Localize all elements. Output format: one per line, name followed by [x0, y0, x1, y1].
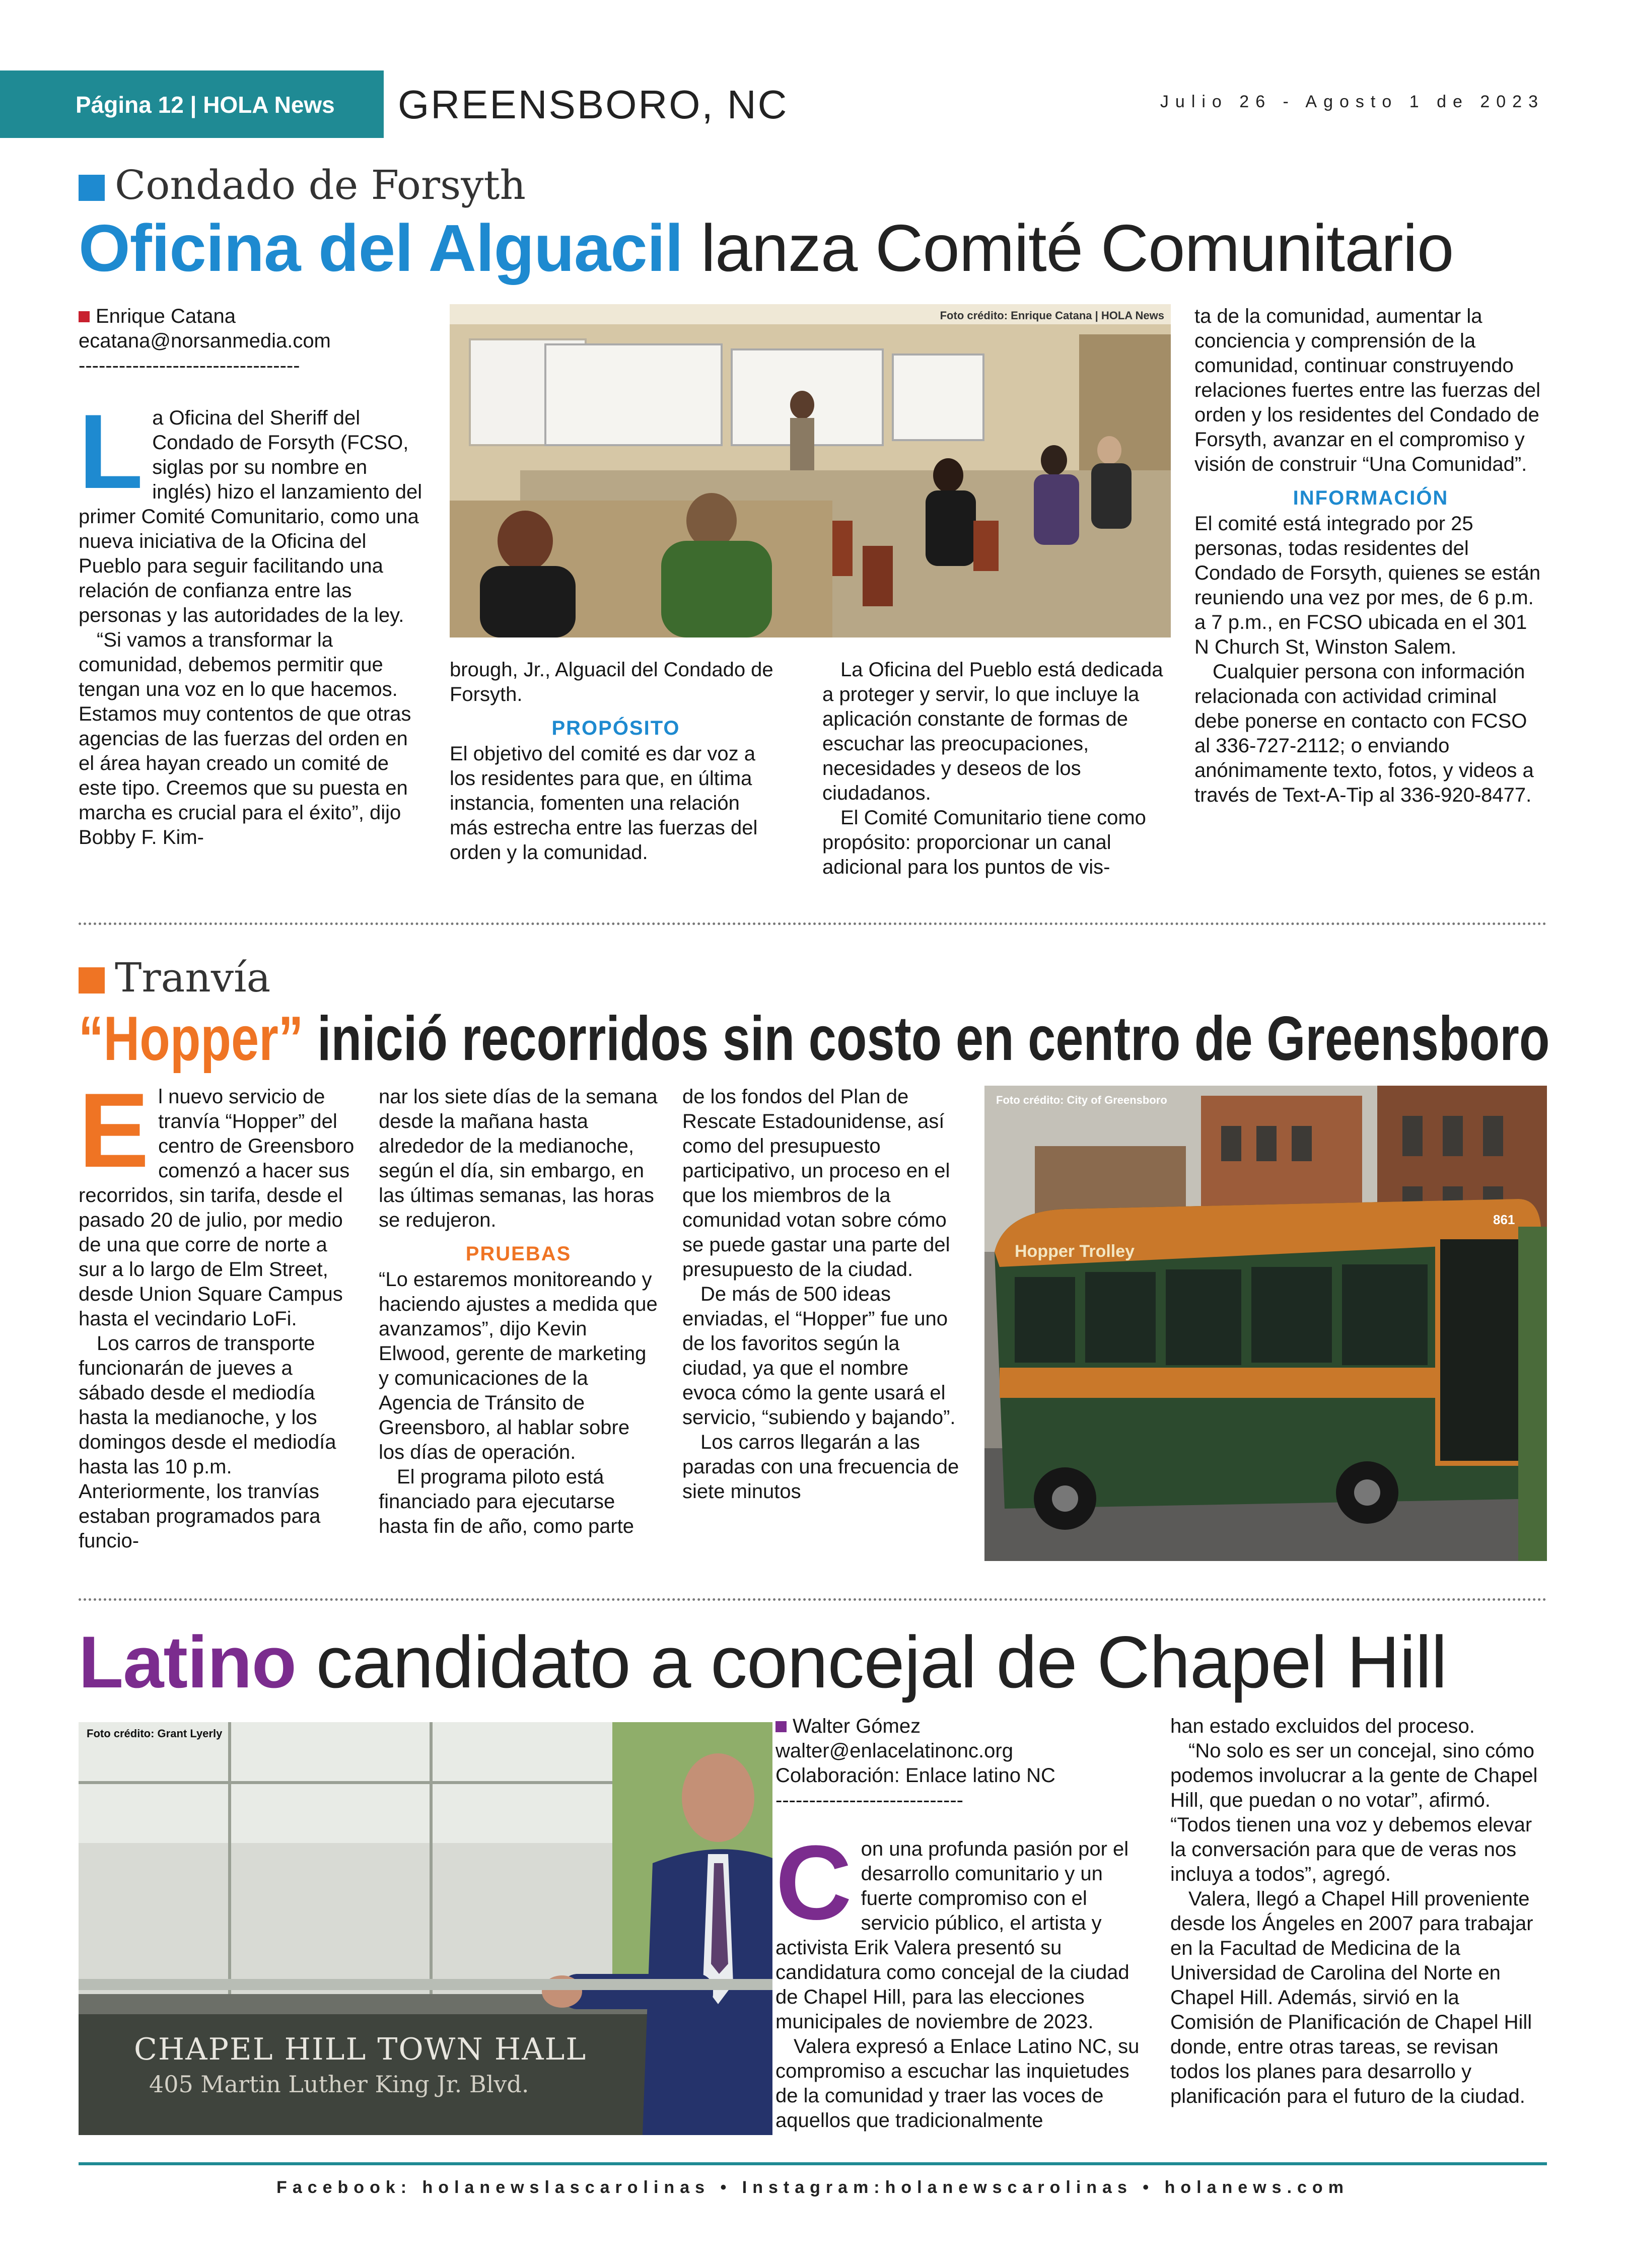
candidate-photo-art: [79, 1722, 772, 2135]
byline-marker: [775, 1721, 787, 1732]
subheading-informacion: INFORMACIÓN: [1293, 487, 1449, 509]
headline-lead: Oficina del Alguacil: [79, 211, 683, 285]
byline-email: ecatana@norsanmedia.com: [79, 330, 331, 352]
paragraph: El objetivo del comité es dar voz a los residentes para que, en última instancia, fomenten una relación más estrecha entre las fuerzas del orden y la comunidad.: [450, 743, 758, 864]
town-hall-sign: CHAPEL HILL TOWN HALL: [134, 2032, 587, 2067]
byline-author-row: [775, 1714, 1138, 1739]
paragraph: “No solo es ser un concejal, sino cómo podemos involucrar a la gente de Chapel Hill, que puedan o no votar”, afirmó. “Todos tienen una voz y debemos elevar la conversación para que de veras nos incluya a todos”, agregó.: [1170, 1740, 1538, 1885]
paragraph: “Si vamos a transformar la comunidad, debemos permitir que tengan una voz en lo que hacemos. Estamos muy contentos de que otras agencias de las fuerzas del orden en el área hayan creado un comité de este tipo. Creemos que su puesta en marcha es crucial para el éxito”, dijo Bobby F. Kim-: [79, 629, 411, 848]
dropcap: C: [775, 1823, 852, 1942]
subheading-proposito: PROPÓSITO: [551, 717, 680, 739]
paragraph: on una profunda pasión por el desarrollo comunitario y un fuerte compromiso con el servicio público, el artista y activista Erik Valera presentó su candidatura como concejal de la ciudad de Chapel Hill, para las elecciones municipales de noviembre de 2023.: [775, 1838, 1129, 2033]
paragraph: de los fondos del Plan de Rescate Estadounidense, así como del presupuesto participativo, un proceso en el que los miembros de la comunidad votan sobre cómo se puede gastar una parte del presupuesto de la ciudad.: [682, 1086, 950, 1281]
paragraph: El programa piloto está financiado para ejecutarse hasta fin de año, como parte: [379, 1466, 634, 1537]
article3-column-2: [1170, 1714, 1547, 2109]
divider-2: [79, 1598, 1547, 1601]
paragraph: ta de la comunidad, aumentar la conciencia y comprensión de la comunidad, continuar construyendo relaciones fuertes entre las fuerzas del orden y los residentes del Condado de Forsyth, avanzar en el compromiso y visión de construir “Una Comunidad”.: [1194, 305, 1541, 475]
footer-social: Facebook: holanewslascarolinas • Instagram:holanewscarolinas • holanews.com: [276, 2178, 1349, 2197]
town-hall-address: 405 Martin Luther King Jr. Blvd.: [149, 2071, 529, 2098]
article3-column-1: [775, 1823, 1142, 2133]
photo-credit-article2: Foto crédito: City of Greensboro: [996, 1094, 1167, 1106]
byline-marker: [79, 311, 90, 322]
paragraph: l nuevo servicio de tranvía “Hopper” del centro de Greensboro comenzó a hacer sus recorridos, sin tarifa, desde el pasado 20 de julio, por medio de una que corre de norte a sur a lo largo de Elm Street, desde Union Square Campus hasta el vecindario LoFi.: [79, 1086, 355, 1330]
headline-rest: inició recorridos sin costo en centro de Greensboro: [303, 1004, 1550, 1074]
dropcap: E: [79, 1071, 150, 1189]
byline-author: Enrique Catana: [96, 305, 236, 327]
candidate-photo: [79, 1722, 772, 2135]
byline-article1: [79, 304, 426, 378]
paragraph: El comité está integrado por 25 personas, todas residentes del Condado de Forsyth, quienes se están reuniendo una vez por mes, de 6 p.m. a 7 p.m., en FCSO ubicada en el 301 N Church St, Winston Salem.: [1194, 513, 1541, 658]
paragraph: La Oficina del Pueblo está dedicada a proteger y servir, lo que incluye la aplicación constante de formas de escuchar las preocupaciones, necesidades y deseos de los ciudadanos.: [822, 659, 1163, 804]
headline-lead: Latino: [79, 1621, 296, 1703]
article1-column-3: [822, 658, 1171, 880]
paragraph: El Comité Comunitario tiene como propósito: proporcionar un canal adicional para los puntos de vis-: [822, 807, 1146, 878]
section-tag-forsyth: [79, 160, 526, 210]
paragraph: Valera expresó a Enlace Latino NC, su compromiso a escuchar las inquietudes de la comunidad y traer las voces de aquellos que tradicionalmente: [775, 2035, 1140, 2132]
article2-column-2: [379, 1085, 658, 1539]
byline-article3: [775, 1714, 1138, 1813]
header-date: Julio 26 - Agosto 1 de 2023: [1160, 92, 1544, 111]
footer-rule: [79, 2162, 1547, 2165]
paragraph: De más de 500 ideas enviadas, el “Hopper” fue uno de los favoritos según la ciudad, ya que el nombre evoca cómo la gente usará el servicio, “subiendo y bajando”.: [682, 1283, 956, 1429]
byline-author-row: [79, 304, 426, 329]
dropcap: L: [79, 392, 144, 511]
trolley-sign: Hopper Trolley: [1015, 1242, 1135, 1261]
page-label: Página 12 | HOLA News: [76, 92, 335, 118]
trolley-number: 861: [1493, 1212, 1515, 1227]
byline-rule: ----------------------------: [775, 1789, 963, 1811]
section-tag-tranvia: [79, 953, 270, 1003]
divider-1: [79, 923, 1547, 925]
headline-article3: [79, 1619, 1447, 1705]
paragraph: Los carros de transporte funcionarán de jueves a sábado desde el mediodía hasta la medianoche, y los domingos desde el mediodía hasta las 10 p.m. Anteriormente, los tranvías estaban programados para funcio-: [79, 1332, 336, 1552]
article1-column-1: [79, 392, 426, 850]
byline-collab: Colaboración: Enlace latino NC: [775, 1764, 1055, 1787]
paragraph: “Lo estaremos monitoreando y haciendo ajustes a medida que avanzamos”, dijo Kevin Elwood, gerente de marketing y comunicaciones de la Agencia de Tránsito de Greensboro, al hablar sobre los días de operación.: [379, 1268, 658, 1463]
article2-column-1: [79, 1071, 361, 1553]
meeting-photo: [450, 304, 1171, 637]
article1-column-2: [450, 658, 782, 865]
meeting-photo-art: [450, 304, 1171, 637]
photo-credit-article1: Foto crédito: Enrique Catana | HOLA News: [940, 309, 1164, 322]
headline-article2: [79, 1002, 1549, 1076]
trolley-photo: [984, 1086, 1547, 1561]
article2-column-3: [682, 1085, 962, 1504]
paragraph: a Oficina del Sheriff del Condado de Forsyth (FCSO, siglas por su nombre en inglés) hizo el lanzamiento del primer Comité Comunitario, como una nueva iniciativa de la Oficina del Pueblo para seguir facilitando una relación de confianza entre las personas y las autoridades de la ley.: [79, 407, 422, 626]
headline-lead: “Hopper”: [79, 1004, 304, 1074]
paragraph: nar los siete días de la semana desde la mañana hasta alrededor de la medianoche, según el día, sin embargo, en las últimas semanas, las horas se redujeron.: [379, 1086, 658, 1231]
byline-email: walter@enlacelatinonc.org: [775, 1740, 1013, 1762]
header-city: GREENSBORO, NC: [398, 82, 789, 127]
byline-rule: ---------------------------------: [79, 355, 300, 377]
section-label: Tranvía: [115, 954, 271, 1001]
trolley-photo-art: [984, 1086, 1547, 1561]
article1-column-4: [1194, 304, 1547, 808]
paragraph: brough, Jr., Alguacil del Condado de Forsyth.: [450, 659, 773, 705]
section-label: Condado de Forsyth: [115, 162, 526, 208]
byline-author: Walter Gómez: [793, 1715, 921, 1737]
paragraph: Cualquier persona con información relacionada con actividad criminal debe ponerse en contacto con FCSO al 336-727-2112; o enviando anónimamente texto, fotos, y videos a través de Text-A-Tip al 336-920-8477.: [1194, 661, 1534, 806]
headline-rest: lanza Comité Comunitario: [683, 211, 1454, 285]
headline-rest: candidato a concejal de Chapel Hill: [296, 1621, 1447, 1703]
paragraph: Valera, llegó a Chapel Hill proveniente desde los Ángeles en 2007 para trabajar en la Facultad de Medicina de la Universidad de Carolina del Norte en Chapel Hill. Además, sirvió en la Comisión de Planificación de Chapel Hill donde, entre otras tareas, se revisan todos los planes para desarrollo y planificación para el futuro de la ciudad.: [1170, 1888, 1533, 2107]
section-square: [79, 175, 105, 201]
headline-article1: [79, 210, 1453, 286]
section-square: [79, 967, 105, 994]
paragraph: han estado excluidos del proceso.: [1170, 1715, 1475, 1737]
subheading-pruebas: PRUEBAS: [465, 1243, 572, 1265]
photo-credit-article3: Foto crédito: Grant Lyerly: [87, 1727, 223, 1740]
paragraph: Los carros llegarán a las paradas con una frecuencia de siete minutos: [682, 1431, 959, 1503]
